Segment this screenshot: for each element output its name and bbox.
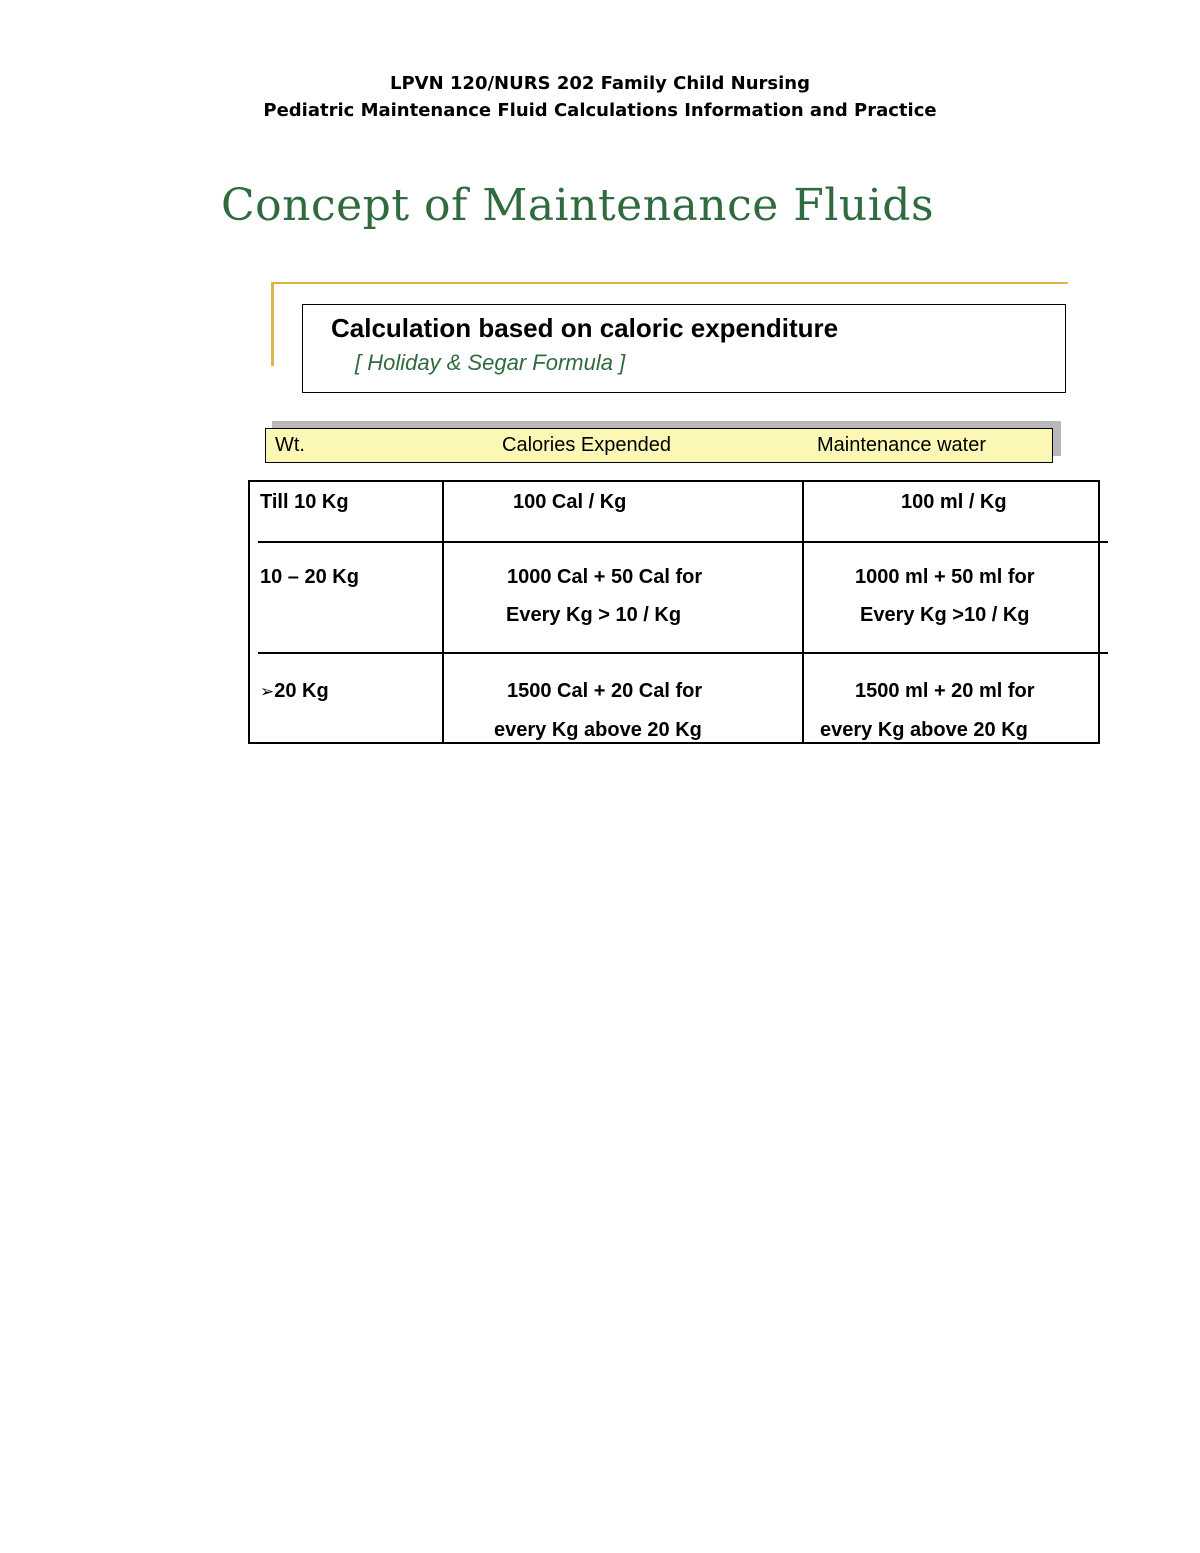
row-3-calories-line1: 1500 Cal + 20 Cal for <box>507 680 703 702</box>
row-3-water-line1: 1500 ml + 20 ml for <box>855 680 1035 702</box>
bullet-arrow-icon: ➢ <box>260 682 275 702</box>
subtitle-box <box>302 304 1066 393</box>
subtitle-main: Calculation based on caloric expenditure <box>331 313 839 343</box>
row-1-weight: Till 10 Kg <box>260 491 349 513</box>
row-2-weight: 10 – 20 Kg <box>260 566 359 588</box>
document-header-course: LPVN 120/NURS 202 Family Child Nursing <box>389 73 811 94</box>
row-2-calories-line2: Every Kg > 10 / Kg <box>506 604 682 626</box>
row-2-water-line2: Every Kg >10 / Kg <box>860 604 1030 626</box>
maintenance-fluid-table <box>248 480 1100 744</box>
column-header-bar <box>265 428 1053 463</box>
row-1-calories: 100 Cal / Kg <box>513 491 627 513</box>
row-2-calories-line1: 1000 Cal + 50 Cal for <box>507 566 703 588</box>
row-3-weight <box>260 679 329 704</box>
row-3-weight-label: 20 Kg <box>274 680 329 702</box>
row-3-water-line2: every Kg above 20 Kg <box>820 719 1028 741</box>
row-divider <box>258 541 1108 543</box>
column-divider <box>442 482 444 742</box>
column-header-water: Maintenance water <box>817 434 986 456</box>
slide-title: Concept of Maintenance Fluids <box>221 180 935 231</box>
column-divider <box>802 482 804 742</box>
row-divider <box>258 652 1108 654</box>
row-3-calories-line2: every Kg above 20 Kg <box>494 719 702 741</box>
column-header-calories: Calories Expended <box>502 434 671 456</box>
row-2-water-line1: 1000 ml + 50 ml for <box>855 566 1035 588</box>
accent-rule-vertical <box>271 282 274 366</box>
column-header-weight: Wt. <box>275 434 305 456</box>
row-1-water: 100 ml / Kg <box>901 491 1007 513</box>
formula-name: [ Holiday & Segar Formula ] <box>355 350 626 375</box>
accent-rule-horizontal <box>272 282 1068 284</box>
document-header-topic: Pediatric Maintenance Fluid Calculations Information and Practice <box>263 100 937 121</box>
